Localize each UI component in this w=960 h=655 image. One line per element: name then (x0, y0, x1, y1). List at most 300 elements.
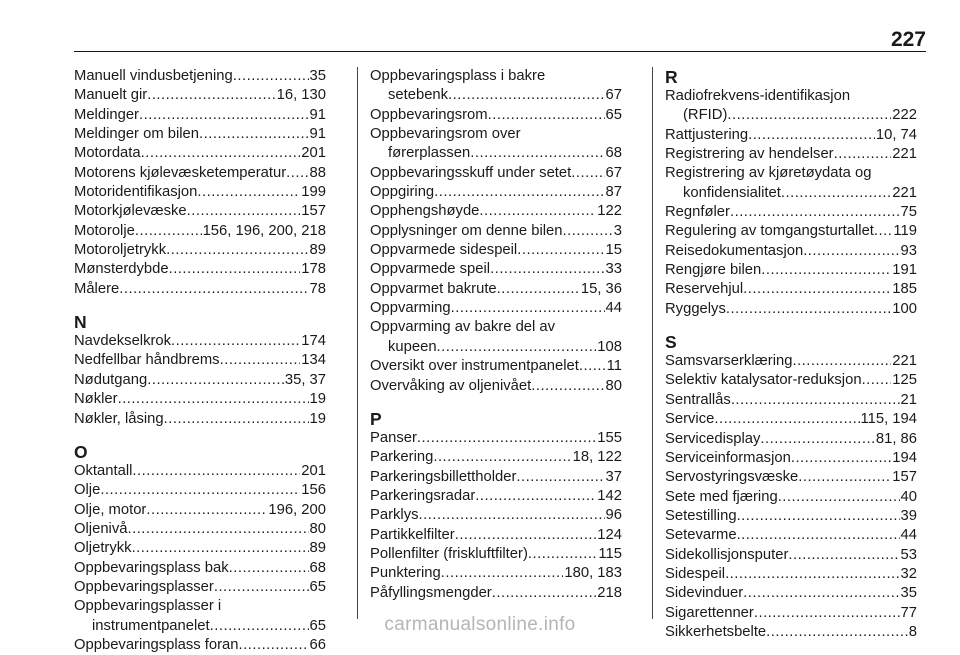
index-entry-line (370, 144, 622, 163)
index-entry-pages: 44 (605, 300, 622, 317)
index-entry-term: Nedfellbar håndbrems (74, 352, 220, 369)
index-entry-term: Serviceinformasjon (665, 449, 791, 466)
page-number: 227 (890, 28, 926, 51)
index-entry-term: Oversikt over instrumentpanelet (370, 358, 579, 375)
index-entry-pages: 191 (892, 262, 917, 279)
dot-leader (579, 357, 606, 376)
index-entry-pages: 65 (309, 578, 326, 595)
index-entry-term: Motorolje (74, 222, 135, 239)
index-entry-pages: 65 (605, 106, 622, 123)
index-entry-pages: 201 (301, 145, 326, 162)
index-entry (74, 332, 326, 351)
watermark: carmanualsonline.info (384, 614, 576, 635)
index-entry-term: instrumentpanelet (92, 617, 210, 634)
index-entry (74, 222, 326, 241)
index-entry (665, 242, 917, 261)
index-entry (74, 559, 326, 578)
index-entry-term: Partikkelfilter (370, 526, 455, 543)
dot-leader (146, 501, 267, 520)
dot-leader (743, 280, 891, 299)
index-entry-term: Parkering (370, 449, 434, 466)
dot-leader (761, 261, 891, 280)
dot-leader (455, 526, 597, 545)
index-entry-line (665, 106, 917, 125)
index-entry (665, 371, 917, 390)
index-entry-pages: 93 (900, 242, 917, 259)
index-entry (370, 564, 622, 583)
index-entry-pages: 15, 36 (580, 280, 622, 297)
index-entry-pages: 65 (309, 617, 326, 634)
dot-leader (448, 86, 604, 105)
index-entry (665, 126, 917, 145)
index-entry-term: Sentrallås (665, 391, 731, 408)
index-entry (665, 164, 917, 203)
index-entry (665, 468, 917, 487)
index-entry (74, 481, 326, 500)
dot-leader (743, 584, 899, 603)
index-entry-pages: 196, 200 (268, 501, 326, 518)
index-entry-term: Opplysninger om denne bilen (370, 222, 563, 239)
index-entry (370, 545, 622, 564)
index-entry-term: Motoridentifikasjon (74, 184, 198, 201)
index-entry (74, 520, 326, 539)
index-entry-pages: 80 (605, 377, 622, 394)
index-entry-pages: 221 (892, 353, 917, 370)
index-entry-term: Mønsterdybde (74, 261, 169, 278)
index-entry-pages: 115, 194 (860, 411, 917, 428)
index-entry (370, 125, 622, 164)
index-entry (74, 462, 326, 481)
index-entry-pages: 115 (598, 545, 622, 562)
index-entry-line (370, 338, 622, 357)
index-entry-term: Manuell vindusbetjening (74, 68, 233, 84)
index-entry-pages: 199 (301, 184, 326, 201)
index-entry (74, 260, 326, 279)
index-entry (665, 507, 917, 526)
index-entry-pages: 3 (613, 222, 622, 239)
dot-leader (132, 462, 300, 481)
index-entry-pages: 81, 86 (875, 430, 917, 447)
index-entry-pages: 10, 74 (875, 126, 917, 143)
dot-leader (441, 564, 564, 583)
index-entry (74, 202, 326, 221)
dot-leader (727, 106, 891, 125)
dot-leader (470, 144, 604, 163)
index-entry-term: kupeen (388, 338, 437, 355)
dot-leader (760, 430, 874, 449)
index-entry-pages: 156 (301, 482, 326, 499)
index-entry-term: førerplassen (388, 145, 471, 162)
dot-leader (488, 106, 605, 125)
index-entry (74, 106, 326, 125)
index-entry-term: Regnføler (665, 204, 730, 221)
index-letter-heading: S (665, 332, 677, 353)
dot-leader (197, 183, 300, 202)
dot-leader (451, 299, 605, 318)
index-entry-pages: 155 (597, 429, 622, 446)
index-entry (74, 67, 326, 86)
index-entry-term: konfidensialitet (683, 184, 781, 201)
index-column-3 (665, 67, 917, 642)
index-entry (370, 526, 622, 545)
index-entry-pages: 21 (900, 391, 917, 408)
index-entry-term: Oktantall (74, 462, 133, 479)
index-entry-pages: 16, 130 (276, 87, 326, 104)
dot-leader (803, 242, 899, 261)
dot-leader (714, 410, 859, 429)
index-entry (370, 468, 622, 487)
index-entry-term: Sikkerhetsbelte (665, 623, 767, 640)
index-entry-pages: 157 (301, 203, 326, 220)
index-entry-term: Selektiv katalysator-reduksjon (665, 372, 862, 389)
index-entry-pages: 134 (301, 352, 326, 369)
dot-leader (490, 260, 604, 279)
dot-leader (874, 222, 892, 241)
index-entry-term: Sidevinduer (665, 585, 744, 602)
dot-leader (778, 488, 900, 507)
dot-leader (492, 584, 597, 603)
index-entry (370, 429, 622, 448)
index-entry-term: Påfyllingsmengder (370, 584, 492, 601)
dot-leader (187, 202, 301, 221)
index-entry-pages: 68 (309, 559, 326, 576)
dot-leader (475, 487, 596, 506)
index-entry-term: Målere (74, 280, 120, 297)
index-entry-pages: 91 (309, 106, 326, 123)
index-entry (74, 410, 326, 429)
index-entry-term: Punktering (370, 565, 441, 582)
dot-leader (199, 125, 309, 144)
index-entry-pages: 75 (900, 204, 917, 221)
index-entry-term: (RFID) (683, 107, 728, 124)
index-entry-pages: 15 (605, 242, 622, 259)
index-entry (370, 506, 622, 525)
index-entry-pages: 157 (892, 469, 917, 486)
index-entry-term: Oppbevaringsplasser (74, 578, 214, 595)
index-entry-term: Oppbevaringsplasser i (74, 598, 222, 615)
index-entry (370, 357, 622, 376)
dot-leader (571, 164, 604, 183)
index-entry (665, 546, 917, 565)
index-entry (370, 260, 622, 279)
dot-leader (437, 338, 597, 357)
index-entry-pages: 77 (900, 604, 917, 621)
dot-leader (781, 184, 891, 203)
dot-leader (834, 145, 892, 164)
index-entry (74, 390, 326, 409)
index-entry-term: Sigarettenner (665, 604, 754, 621)
header-rule (74, 51, 926, 52)
index-entry (74, 86, 326, 105)
dot-leader (792, 352, 891, 371)
index-entry (370, 164, 622, 183)
index-entry (370, 299, 622, 318)
index-entry-term: Meldinger (74, 106, 139, 123)
index-entry-term: Oppvarming (370, 300, 451, 317)
index-entry (370, 487, 622, 506)
index-letter-heading: P (370, 408, 382, 429)
index-entry (370, 448, 622, 467)
index-entry-term: Nødutgang (74, 371, 148, 388)
index-entry-term: Oppbevaringsplass i bakre (370, 68, 546, 84)
dot-leader (725, 565, 899, 584)
index-entry-pages: 91 (309, 126, 326, 143)
index-entry-pages: 89 (309, 242, 326, 259)
dot-leader (118, 390, 309, 409)
index-entry-line (665, 184, 917, 203)
index-entry-term: Registrering av hendelser (665, 146, 834, 163)
index-entry-pages: 122 (597, 203, 622, 220)
index-entry-term: Oppbevaringsrom (370, 106, 488, 123)
index-entry (665, 584, 917, 603)
index-entry-pages: 35, 37 (284, 371, 326, 388)
index-entry-pages: 108 (597, 338, 622, 355)
dot-leader (417, 429, 596, 448)
index-entry-pages: 18, 122 (572, 449, 622, 466)
index-entry-term: Sidespeil (665, 565, 726, 582)
index-entry-term: Oppvarmede speil (370, 261, 491, 278)
index-entry (74, 578, 326, 597)
index-entry-term: Oppvarming av bakre del av (370, 319, 556, 336)
index-entry-pages: 201 (301, 462, 326, 479)
dot-leader (171, 332, 300, 351)
index-entry (74, 144, 326, 163)
index-entry-term: Olje (74, 482, 101, 499)
dot-leader (730, 203, 900, 222)
index-entry (665, 430, 917, 449)
dot-leader (166, 241, 308, 260)
index-entry (74, 539, 326, 558)
dot-leader (164, 410, 309, 429)
dot-leader (141, 144, 301, 163)
dot-leader (737, 526, 900, 545)
index-entry-term: Rengjøre bilen (665, 262, 762, 279)
dot-leader (286, 164, 308, 183)
dot-leader (726, 300, 891, 319)
index-entry-pages: 88 (309, 164, 326, 181)
index-entry-term: Servicedisplay (665, 430, 761, 447)
index-entry-pages: 89 (309, 540, 326, 557)
dot-leader (528, 545, 598, 564)
index-entry-pages: 221 (892, 184, 917, 201)
index-entry-term: Motorkjølevæske (74, 203, 187, 220)
dot-leader (419, 506, 605, 525)
index-entry-term: Motorens kjølevæsketemperatur (74, 164, 287, 181)
dot-leader (737, 507, 900, 526)
index-entry-pages: 66 (309, 636, 326, 653)
index-entry-pages: 124 (597, 526, 622, 543)
index-entry-term: Servostyringsvæske (665, 469, 799, 486)
dot-leader (788, 546, 899, 565)
index-entry-term: Motordata (74, 145, 141, 162)
index-entry-term: Oppbevaringsplass bak (74, 559, 229, 576)
dot-leader (100, 481, 300, 500)
index-entry-term: Overvåking av oljenivået (370, 377, 532, 394)
index-entry-term: Service (665, 411, 715, 428)
index-entry-line (370, 86, 622, 105)
index-entry (665, 391, 917, 410)
index-entry (665, 145, 917, 164)
index-entry-pages: 180, 183 (564, 565, 622, 582)
index-entry-term: Motoroljetrykk (74, 242, 167, 259)
index-entry-term: Olje, motor (74, 501, 147, 518)
index-entry (74, 241, 326, 260)
index-entry-term: setebenk (388, 87, 449, 104)
index-entry-term: Nøkler, låsing (74, 410, 164, 427)
index-entry-pages: 53 (900, 546, 917, 563)
dot-leader (119, 280, 308, 299)
index-entry-term: Meldinger om bilen (74, 126, 200, 143)
index-entry (370, 222, 622, 241)
index-entry (74, 280, 326, 299)
index-entry-term: Oppbevaringsrom over (370, 126, 521, 143)
index-entry-pages: 174 (301, 333, 326, 350)
index-entry-pages: 78 (309, 280, 326, 297)
index-entry-term: Rattjustering (665, 126, 749, 143)
dot-leader (214, 578, 309, 597)
index-entry-term: Reisedokumentasjon (665, 242, 804, 259)
index-letter-heading: R (665, 67, 678, 87)
index-entry-pages: 96 (605, 507, 622, 524)
index-entry-term: Samsvarserklæring (665, 353, 793, 370)
index-entry-pages: 125 (892, 372, 917, 389)
index-entry (370, 318, 622, 357)
index-entry-term: Sete med fjæring (665, 488, 778, 505)
index-entry-term: Radiofrekvens-identifikasjon (665, 88, 851, 104)
index-entry-term: Oppvarmede sidespeil (370, 242, 518, 259)
index-entry (665, 280, 917, 299)
index-entry-pages: 32 (900, 565, 917, 582)
dot-leader (220, 351, 301, 370)
index-entry-pages: 156, 196, 200, 218 (202, 222, 326, 239)
dot-leader (516, 468, 604, 487)
index-entry-pages: 221 (892, 146, 917, 163)
index-entry-pages: 8 (908, 623, 917, 640)
index-entry-pages: 100 (892, 300, 917, 317)
dot-leader (147, 371, 284, 390)
dot-leader (239, 636, 309, 655)
index-entry-term: Parkeringsradar (370, 487, 476, 504)
index-entry (74, 501, 326, 520)
index-entry (370, 202, 622, 221)
index-entry (665, 565, 917, 584)
index-entry-pages: 185 (892, 281, 917, 298)
index-entry-pages: 80 (309, 520, 326, 537)
index-entry (74, 351, 326, 370)
index-entry-term: Regulering av tomgangsturtallet (665, 223, 874, 240)
index-entry-pages: 218 (597, 584, 622, 601)
index-entry (665, 87, 917, 126)
dot-leader (517, 241, 604, 260)
index-entry (665, 526, 917, 545)
dot-leader (233, 67, 309, 86)
index-entry-term: Oppbevaringsskuff under setet (370, 164, 572, 181)
index-entry-term: Oppvarmet bakrute (370, 280, 497, 297)
index-entry-pages: 194 (892, 449, 917, 466)
index-entry (665, 261, 917, 280)
index-entry-pages: 19 (309, 410, 326, 427)
index-letter-heading: N (74, 312, 87, 333)
index-entry-pages: 35 (900, 585, 917, 602)
index-entry-term: Nøkler (74, 391, 118, 408)
dot-leader (135, 222, 202, 241)
index-entry (370, 67, 622, 106)
index-entry-pages: 37 (605, 468, 622, 485)
index-entry-pages: 33 (605, 261, 622, 278)
index-entry-pages: 119 (893, 223, 917, 240)
dot-leader (132, 539, 309, 558)
dot-leader (229, 559, 309, 578)
index-entry (665, 488, 917, 507)
index-entry-term: Parklys (370, 507, 419, 524)
index-entry-pages: 35 (309, 68, 326, 84)
index-entry (370, 241, 622, 260)
dot-leader (862, 371, 892, 390)
column-divider (357, 67, 358, 619)
index-entry (74, 636, 326, 655)
index-entry-pages: 19 (309, 391, 326, 408)
index-entry (665, 300, 917, 319)
index-entry (370, 183, 622, 202)
index-entry (370, 106, 622, 125)
index-entry-term: Oppgiring (370, 184, 435, 201)
index-entry (665, 222, 917, 241)
index-entry (74, 125, 326, 144)
index-entry (665, 203, 917, 222)
index-entry (665, 410, 917, 429)
dot-leader (127, 520, 308, 539)
dot-leader (479, 202, 596, 221)
index-entry-term: Registrering av kjøretøydata og (665, 165, 872, 182)
index-entry (74, 164, 326, 183)
index-entry (370, 377, 622, 396)
dot-leader (562, 222, 612, 241)
dot-leader (433, 448, 571, 467)
index-entry (665, 352, 917, 371)
index-entry-term: Setestilling (665, 507, 737, 524)
index-entry-term: Navdekselkrok (74, 333, 172, 350)
dot-leader (731, 391, 900, 410)
index-entry (665, 449, 917, 468)
index-entry-pages: 40 (900, 488, 917, 505)
index-entry-term: Manuelt gir (74, 87, 148, 104)
index-entry-pages: 87 (605, 184, 622, 201)
dot-leader (147, 86, 275, 105)
dot-leader (139, 106, 309, 125)
column-divider (652, 67, 653, 619)
index-column-1 (74, 67, 326, 655)
index-entry-pages: 222 (892, 107, 917, 124)
index-entry-pages: 178 (301, 261, 326, 278)
index-entry-term: Ryggelys (665, 300, 726, 317)
index-entry (74, 183, 326, 202)
index-column-2 (370, 67, 622, 603)
index-entry-term: Panser (370, 429, 417, 446)
index-entry-term: Opphengshøyde (370, 203, 480, 220)
index-letter-heading: O (74, 441, 88, 462)
index-entry (370, 280, 622, 299)
index-entry-pages: 67 (605, 164, 622, 181)
dot-leader (798, 468, 891, 487)
index-entry-term: Oljetrykk (74, 540, 132, 557)
dot-leader (169, 260, 301, 279)
index-entry (74, 371, 326, 390)
index-entry-pages: 142 (597, 487, 622, 504)
index-entry-term: Reservehjul (665, 281, 744, 298)
dot-leader (531, 377, 604, 396)
dot-leader (748, 126, 875, 145)
index-entry-term: Parkeringsbillettholder (370, 468, 517, 485)
